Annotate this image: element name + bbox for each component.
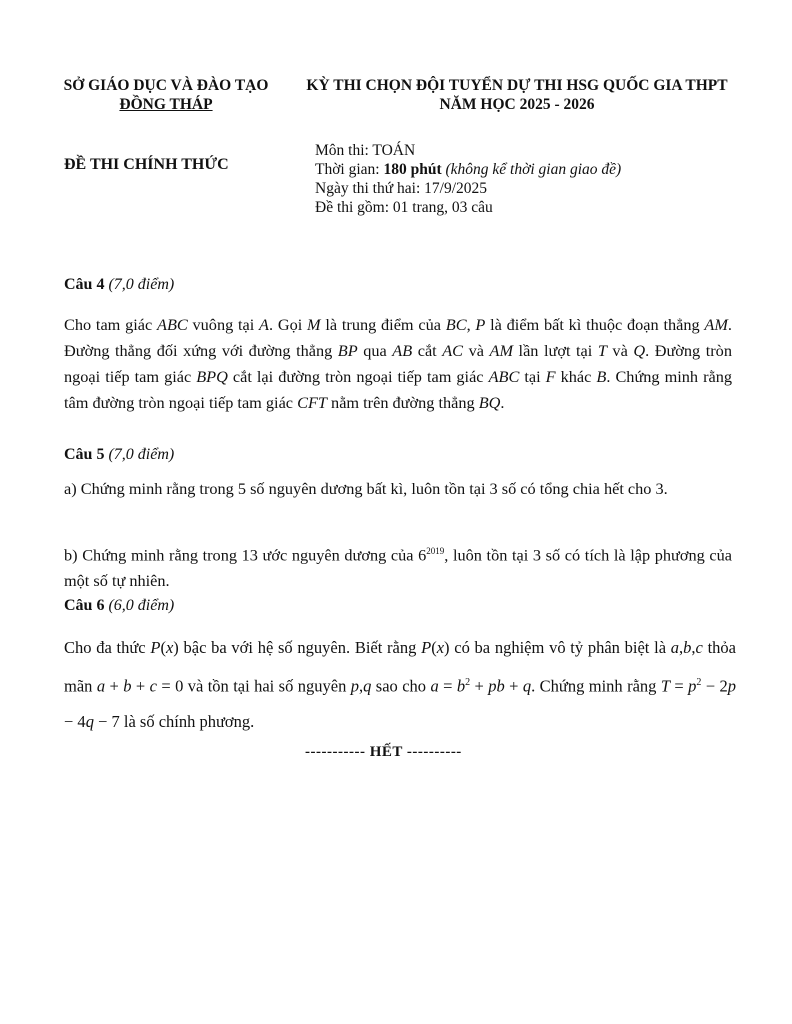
- question-5b-exponent: 2019: [426, 546, 445, 556]
- question-6-title: [64, 597, 174, 615]
- question-4-title: [64, 276, 174, 294]
- official-exam-label: ĐỀ THI CHÍNH THỨC: [64, 156, 229, 173]
- question-5a-text: a) Chứng minh rằng trong 5 số nguyên dương bất kì, luôn tồn tại 3 số có tổng chia hết cho 3.: [64, 479, 668, 498]
- time-value: 180 phút: [383, 161, 442, 178]
- question-4-label: Câu 4: [64, 276, 105, 293]
- question-5-title: [64, 446, 174, 464]
- question-5-points: (7,0 điểm): [108, 446, 175, 463]
- exam-meta: [315, 141, 621, 217]
- subject-line: Môn thi: TOÁN: [315, 142, 416, 159]
- question-5b-base: 6: [418, 545, 427, 565]
- question-5b-prefix: b) Chứng minh rằng trong 13 ước nguyên dương của: [64, 545, 419, 565]
- department-line1: SỞ GIÁO DỤC VÀ ĐÀO TẠO: [63, 77, 269, 94]
- question-5b-suffix: , luôn tồn tại 3 số có tích là lập phương của một số tự nhiên.: [64, 545, 732, 591]
- end-marker: ----------- HẾT ----------: [305, 744, 462, 760]
- question-4-points: (7,0 điểm): [108, 276, 175, 293]
- date-line: Ngày thi thứ hai: 17/9/2025: [315, 180, 487, 197]
- department-line2: ĐỒNG THÁP: [119, 96, 213, 113]
- time-line: [315, 160, 621, 179]
- department-name: [50, 76, 282, 114]
- time-note: (không kể thời gian giao đề): [445, 161, 622, 178]
- question-6-points: (6,0 điểm): [108, 597, 175, 614]
- time-prefix: Thời gian:: [315, 161, 384, 178]
- question-5-label: Câu 5: [64, 446, 105, 463]
- exam-name-line1: KỲ THI CHỌN ĐỘI TUYỂN DỰ THI HSG QUỐC GIA THPT: [306, 77, 728, 94]
- exam-name: [292, 76, 742, 114]
- question-4-text: Cho tam giác ABC vuông tại A. Gọi M là trung điểm của BC, P là điểm bất kì thuộc đoạn thẳng AM. Đường thẳng đối xứng với đường thẳng BP qua AB cắt AC và AM lần lượt tại T và Q. Đường tròn ngoại tiếp tam giác BPQ cắt lại đường tròn ngoại tiếp tam giác ABC tại F khác B. Chứng minh rằng tâm đường tròn ngoại tiếp tam giác CFT nằm trên đường thẳng BQ.: [64, 315, 732, 412]
- question-6-text: Cho đa thức P(x) bậc ba với hệ số nguyên. Biết rằng P(x) có ba nghiệm vô tỷ phân biệt là a,b,c thỏa mãn a + b + c = 0 và tồn tại hai số nguyên p,q sao cho $a = b^2$ + pb + q. Chứng minh rằng $T = p^2 - 2p - 4q - 7$ là số chính phương.: [64, 638, 737, 731]
- pages-line: Đề thi gồm: 01 trang, 03 câu: [315, 199, 493, 216]
- question-5b-text: [64, 538, 732, 594]
- question-6-label: Câu 6: [64, 597, 105, 614]
- exam-name-line2: NĂM HỌC 2025 - 2026: [439, 96, 595, 113]
